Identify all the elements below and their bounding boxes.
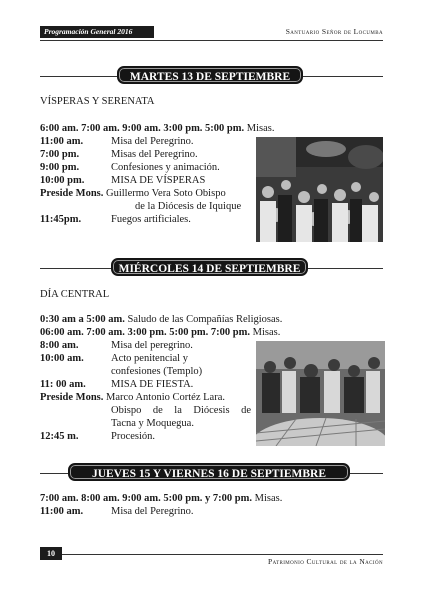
banner-tuesday: MARTES 13 DE SEPTIEMBRE: [117, 66, 303, 84]
schedule-row: 12:45 m. Procesión.: [40, 431, 156, 442]
footer-heritage-label: Patrimonio Cultural de la Nación: [268, 557, 383, 566]
schedule-row-cont: confesiones (Templo): [111, 366, 203, 377]
preside-block: [40, 404, 251, 430]
preside-line: Preside Mons. Marco Antonio Cortéz Lara.: [40, 392, 225, 403]
schedule-row: 11:00 am. Misa del Peregrino.: [40, 506, 194, 517]
preside-line-cont: Obispo de la Diócesis de: [111, 405, 251, 416]
section-title-tuesday: VÍSPERAS Y SERENATA: [40, 96, 155, 107]
banner-thursday-friday: JUEVES 15 Y VIERNES 16 DE SEPTIEMBRE: [68, 463, 350, 481]
preside-line: Preside Mons. Guillermo Vera Soto Obispo: [40, 188, 226, 199]
schedule-row: 11:00 am. Misa del Peregrino.: [40, 136, 194, 147]
header-rule: [40, 40, 383, 41]
masses-line: 06:00 am. 7:00 am. 3:00 pm. 5:00 pm. 7:00 pm. Misas.: [40, 327, 281, 338]
masses-line: 7:00 am. 8:00 am. 9:00 am. 5:00 pm. y 7:00 pm. Misas.: [40, 493, 283, 504]
page-number: 10: [40, 547, 62, 560]
preside-line-cont: de la Diócesis de Iquique: [135, 201, 242, 212]
footer-rule: [40, 554, 383, 555]
photo-procession-crowd: [256, 341, 385, 446]
schedule-row: 7:00 pm. Misas del Peregrino.: [40, 149, 198, 160]
masses-line: 6:00 am. 7:00 am. 9:00 am. 3:00 pm. 5:00 pm. Misas.: [40, 123, 275, 134]
schedule-row: 11: 00 am. MISA DE FIESTA.: [40, 379, 194, 390]
schedule-row: 10:00 pm. MISA DE VÍSPERAS: [40, 175, 206, 186]
preside-line-cont: Tacna y Moquegua.: [111, 418, 194, 429]
section-title-wednesday: DÍA CENTRAL: [40, 289, 110, 300]
photo-night-crowd: [256, 137, 383, 242]
schedule-row: 9:00 pm. Confesiones y animación.: [40, 162, 220, 173]
greeting-line: 0:30 am a 5:00 am. Saludo de las Compañías Religiosas.: [40, 314, 283, 325]
header-program-label: Programación General 2016: [40, 26, 154, 38]
schedule-row: 8:00 am. Misa del peregrino.: [40, 340, 193, 351]
schedule-row: 11:45pm. Fuegos artificiales.: [40, 214, 191, 225]
schedule-thu-fri: [40, 492, 380, 518]
header-sanctuary-name: Santuario Señor de Locumba: [285, 27, 383, 36]
banner-wednesday: MIÉRCOLES 14 DE SEPTIEMBRE: [111, 258, 308, 276]
schedule-row: 10:00 am. Acto penitencial y: [40, 353, 188, 364]
